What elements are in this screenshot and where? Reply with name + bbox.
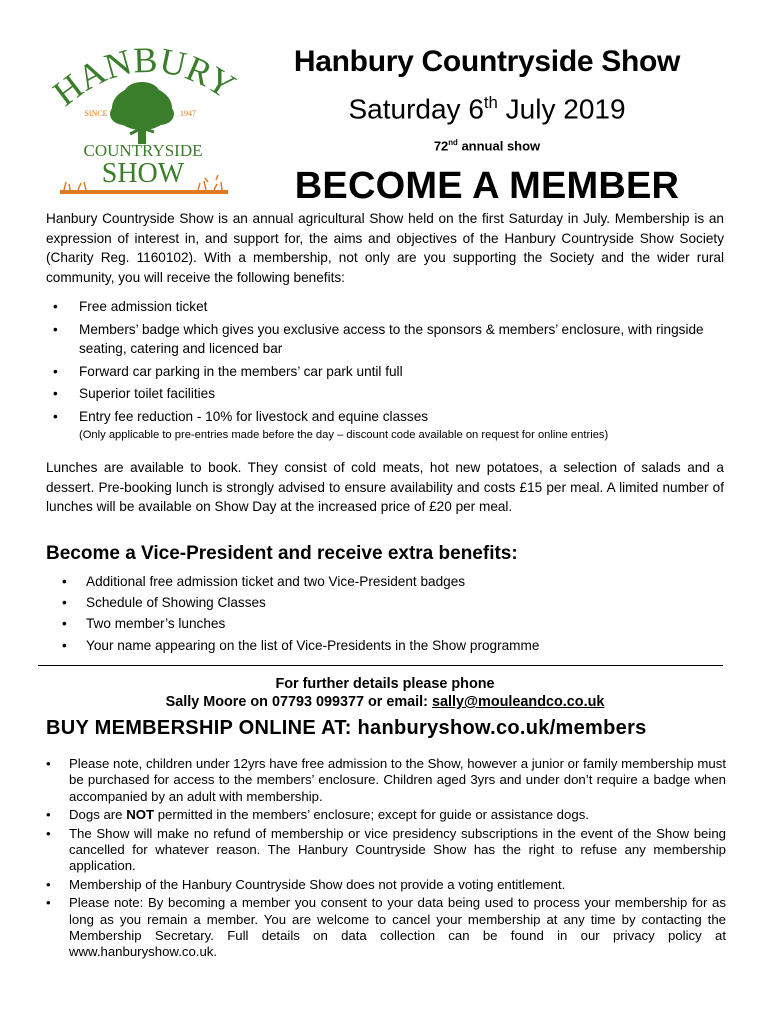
list-item: • The Show will make no refund of membership or vice presidency subscriptions in the event of the Show being cancelled for whatever reason. The Hanbury Countryside Show has the right to refuse any membership application.	[46, 825, 726, 874]
list-item: • Entry fee reduction - 10% for livestock and equine classes	[53, 408, 429, 424]
vice-president-list	[46, 572, 726, 657]
hanbury-show-logo	[38, 44, 248, 204]
vice-president-heading: Become a Vice-President and receive extra benefits:	[46, 543, 518, 564]
list-item: • Superior toilet facilities	[53, 386, 215, 401]
annual-show-label: 72nd annual show	[433, 138, 541, 154]
contact-line: For further details please phone	[275, 676, 495, 692]
contact-block	[40, 675, 730, 711]
show-title: Hanbury Countryside Show	[293, 45, 681, 78]
logo-since-text: SINCE	[84, 109, 108, 118]
logo-show-text: SHOW	[101, 158, 185, 189]
list-item: • Additional free admission ticket and two Vice-President badges	[62, 574, 466, 589]
email-link[interactable]: sally@mouleandco.co.uk	[431, 694, 605, 710]
tree-icon	[110, 82, 174, 144]
lunches-paragraph: Lunches are available to book. They consist of cold meats, hot new potatoes, a selection of salads and a dessert. Pre-booking lunch is strongly advised to ensure availability and costs £15 per meal. A limited number of lunches will be available on Show Day at the increased price of £20 per meal.	[46, 460, 724, 514]
logo-year-text: 1947	[180, 109, 196, 118]
buy-membership-online: BUY MEMBERSHIP ONLINE AT: hanburyshow.co.uk/members	[46, 717, 647, 739]
list-item: • Your name appearing on the list of Vice-Presidents in the Show programme	[62, 637, 540, 653]
list-item: • Free admission ticket	[53, 299, 208, 314]
list-item: • Please note: By becoming a member you consent to your data being used to process your membership for as long as you remain a member. You are welcome to cancel your membership at any time by contacting the Membership Secretary. Full details on data collection can be found in our privacy policy at www.hanburyshow.co.uk.	[46, 895, 726, 960]
list-item: • Schedule of Showing Classes	[62, 595, 266, 611]
divider	[38, 665, 723, 666]
intro-paragraph: Hanbury Countryside Show is an annual agricultural Show held on the first Saturday in July. Membership is an expression of interest in, and support for, the aims and objectives of the Hanbury Countryside Show Society (Charity Reg. 1160102). With a membership, not only are you supporting the Society and the wider rural community, you will receive the following benefits:	[46, 211, 724, 285]
header	[262, 44, 712, 208]
show-date: Saturday 6th July 2019	[348, 93, 626, 125]
list-item: • Please note, children under 12yrs have free admission to the Show, however a junior or family membership must be purchased for access to the members’ enclosure. Children aged 3yrs and under don’t require a badge when accompanied by an adult with membership.	[46, 756, 726, 804]
logo-countryside-text: COUNTRYSIDE	[83, 141, 203, 160]
list-item: • Forward car parking in the members’ car park until full	[53, 363, 403, 379]
list-item: • Two member’s lunches	[62, 616, 226, 632]
benefits-list	[46, 297, 736, 446]
contact-phone-email: Sally Moore on 07793 099377 or email: sally@mouleandco.co.uk	[165, 694, 605, 710]
become-member-heading: BECOME A MEMBER	[294, 164, 680, 207]
benefit-note: (Only applicable to pre-entries made before the day – discount code available on request for online entries)	[79, 429, 609, 441]
list-item: • Membership of the Hanbury Countryside Show does not provide a voting entitlement.	[46, 876, 566, 892]
logo-hanbury-text: HANBURY	[45, 44, 243, 114]
list-item: • Dogs are NOT permitted in the members’ enclosure; except for guide or assistance dogs.	[46, 807, 589, 823]
list-item: • Members’ badge which gives you exclusive access to the sponsors & members’ enclosure, with ringside seating, catering and licenced bar	[53, 321, 704, 356]
notes-list	[46, 756, 726, 963]
